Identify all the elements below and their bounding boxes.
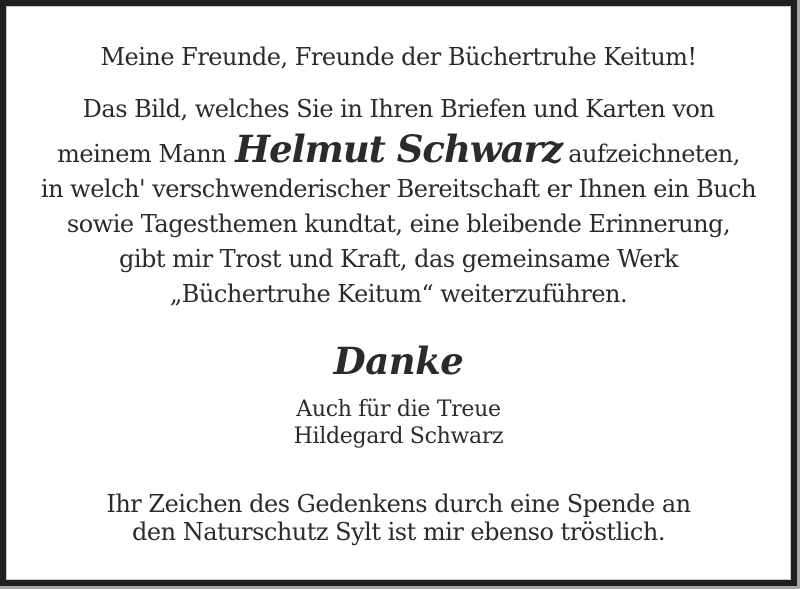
body-line-6: „Büchertruhe Keitum“ weiterzuführen. [169, 280, 628, 308]
signature-name: Hildegard Schwarz [293, 424, 504, 449]
donation-note-line-2: den Naturschutz Sylt ist mir ebenso tröstlich. [132, 518, 665, 546]
notice-body-paragraph [6, 92, 791, 312]
donation-note-block [6, 490, 791, 546]
notice-heading: Meine Freunde, Freunde der Büchertruhe Keitum! [100, 43, 697, 71]
body-line-3: in welch' verschwenderischer Bereitschaft er Ihnen ein Buch [40, 175, 757, 203]
deceased-name: Helmut Schwarz [235, 127, 563, 171]
memorial-notice-content [6, 6, 791, 546]
closing-line-1: Auch für die Treue [296, 397, 501, 422]
closing-block [6, 396, 791, 450]
body-line-2-prefix: meinem Mann [57, 140, 227, 168]
body-line-1: Das Bild, welches Sie in Ihren Briefen und Karten von [82, 95, 715, 123]
body-line-2 [6, 127, 791, 172]
thanks-word: Danke [333, 339, 464, 383]
donation-note-line-1: Ihr Zeichen des Gedenkens durch eine Spende an [106, 490, 691, 518]
body-line-4: sowie Tagesthemen kundtat, eine bleibende Erinnerung, [66, 210, 731, 238]
body-line-2-suffix: aufzeichneten, [568, 140, 740, 168]
body-line-5: gibt mir Trost und Kraft, das gemeinsame Werk [118, 245, 679, 273]
